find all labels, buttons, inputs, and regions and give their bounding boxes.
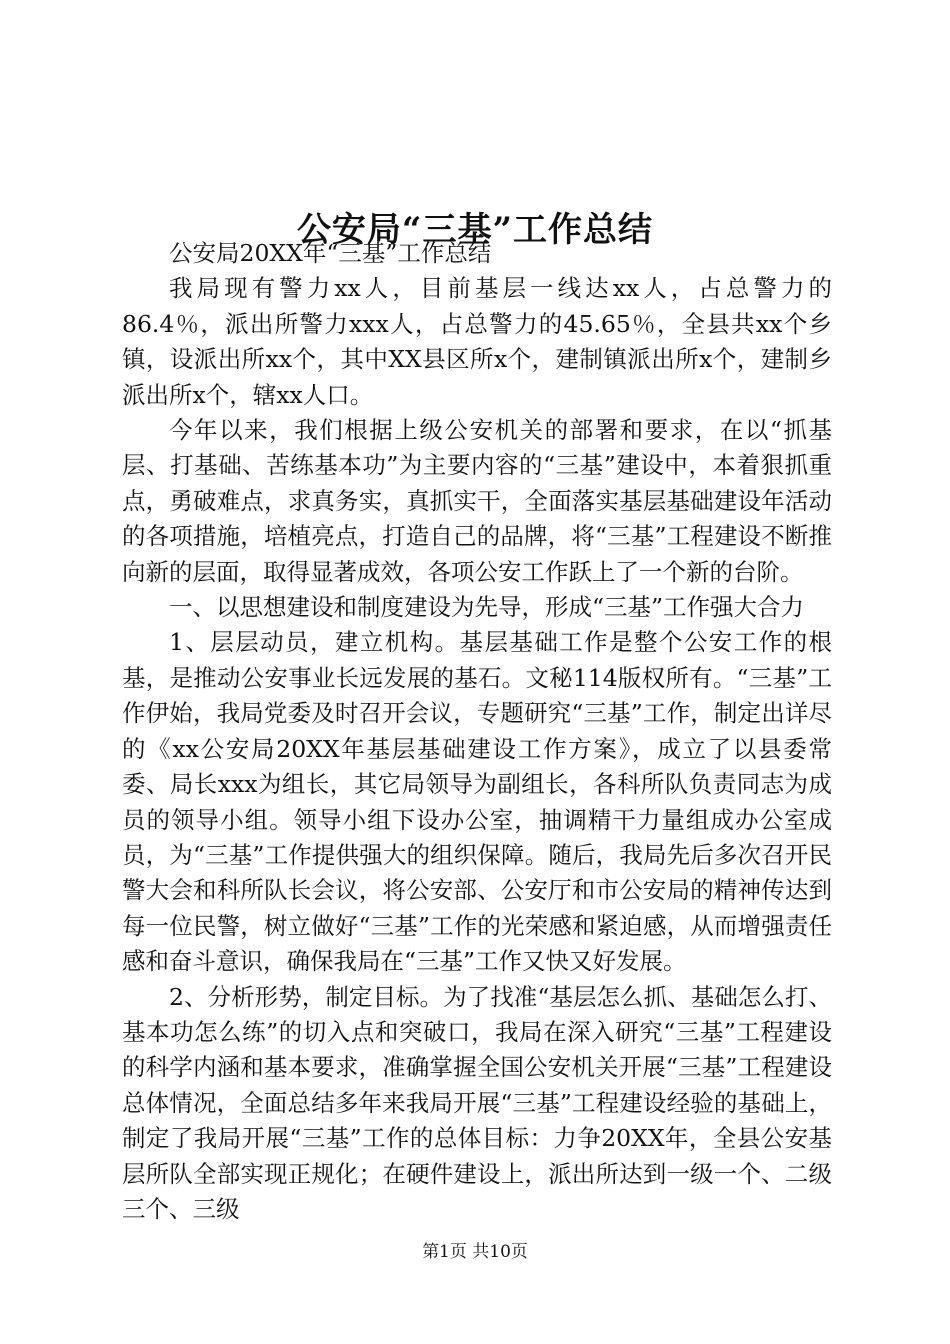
subtitle-paragraph: 公安局20XX年“三基”工作总结 (169, 239, 492, 267)
paragraph-item-2: 2、分析形势，制定目标。为了找准“基层怎么抓、基础怎么打、基本功怎么练”的切入点和突破口，我局在深入研究“三基”工程建设的科学内涵和基本要求，准确掌握全国公安机关开展“三基”工程建设总体情况，全面总结多年来我局开展“三基”工程建设经验的基础上，制定了我局开展“三基”工作的总体目标：力争20XX年，全县公安基层所队全部实现正规化；在硬件建设上，派出所达到一级一个、二级三个、三级 (122, 982, 832, 1223)
paragraph-this-year: 今年以来，我们根据上级公安机关的部署和要求，在以“抓基层、打基础、苦练基本功”为主要内容的“三基”建设中，本着狠抓重点，勇破难点，求真务实，真抓实干，全面落实基层基础建设年活动的各项措施，培植亮点，打造自己的品牌，将“三基”工程建设不断推向新的层面，取得显著成效，各项公安工作跃上了一个新的台阶。 (122, 416, 832, 586)
document-title: 公安局“三基”工作总结 (296, 209, 654, 250)
section-heading-1: 一、以思想建设和制度建设为先导，形成“三基”工作强大合力 (169, 593, 805, 622)
paragraph-police-force: 我局现有警力xx人，目前基层一线达xx人，占总警力的86.4％，派出所警力xxx人，占总警力的45.65％，全县共xx个乡镇，设派出所xx个，其中XX县区所x个，建制镇派出所x个，建制乡派出所x个，辖xx人口。 (122, 274, 832, 409)
document-body (122, 236, 832, 1227)
page-footer: 第1页 共10页 (422, 1242, 528, 1262)
paragraph-item-1: 1、层层动员，建立机构。基层基础工作是整个公安工作的根基，是推动公安事业长远发展的基石。文秘114版权所有。“三基”工作伊始，我局党委及时召开会议，专题研究“三基”工作，制定出详尽的《xx公安局20XX年基层基础建设工作方案》，成立了以县委常委、局长xxx为组长，其它局领导为副组长，各科所队负责同志为成员的领导小组。领导小组下设办公室，抽调精干力量组成办公室成员，为“三基”工作提供强大的组织保障。随后，我局先后多次召开民警大会和科所队长会议，将公安部、公安厅和市公安局的精神传达到每一位民警，树立做好“三基”工作的光荣感和紧迫感，从而增强责任感和奋斗意识，确保我局在“三基”工作又快又好发展。 (122, 628, 832, 976)
